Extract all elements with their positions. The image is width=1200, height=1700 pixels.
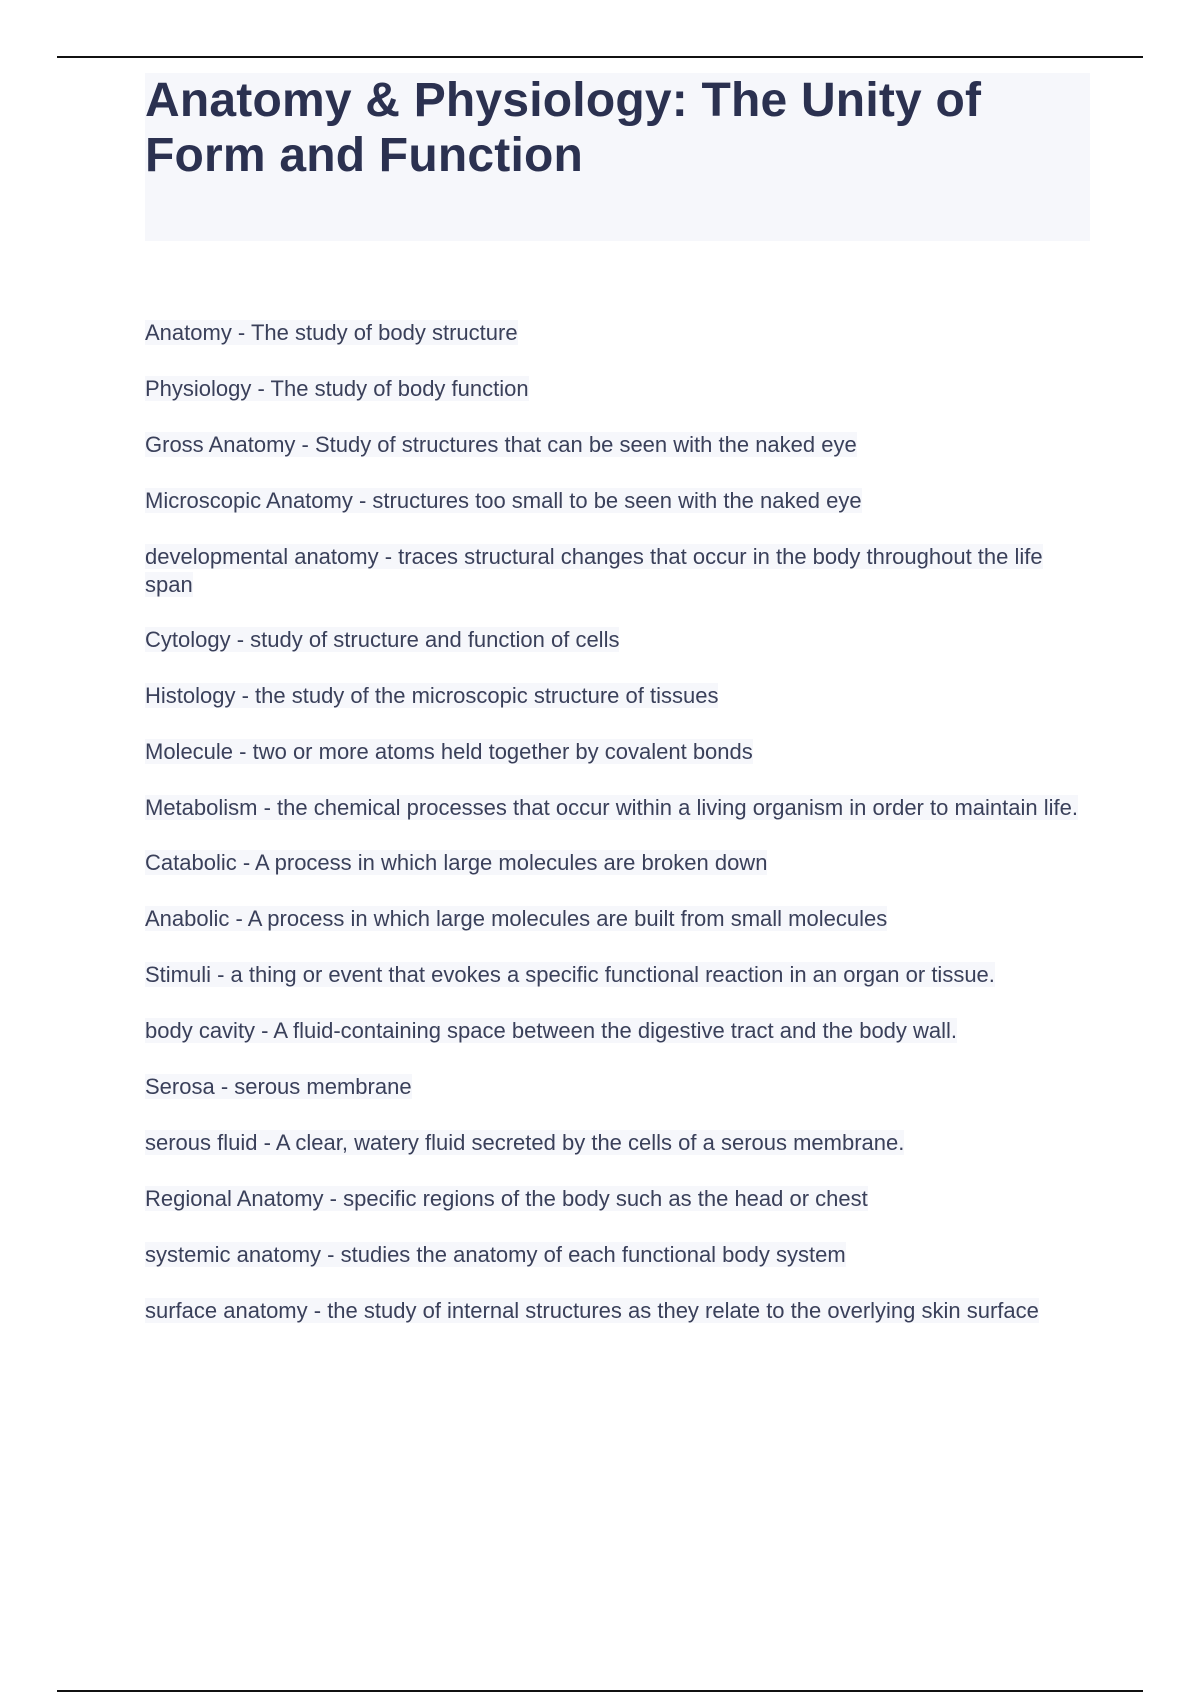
list-item — [145, 1241, 1090, 1269]
list-item — [145, 319, 1090, 347]
list-item — [145, 794, 1090, 822]
term-text: Cytology - study of structure and function of cells — [145, 627, 620, 652]
term-text: Microscopic Anatomy - structures too small to be seen with the naked eye — [145, 488, 862, 513]
page-title: Anatomy & Physiology: The Unity of Form and Function — [145, 74, 982, 182]
list-item — [145, 487, 1090, 515]
list-item — [145, 1185, 1090, 1213]
term-text: Physiology - The study of body function — [145, 376, 529, 401]
term-text: Stimuli - a thing or event that evokes a specific functional reaction in an organ or tissue. — [145, 962, 995, 987]
list-item — [145, 543, 1090, 599]
term-text: Catabolic - A process in which large molecules are broken down — [145, 850, 768, 875]
term-text: Molecule - two or more atoms held together by covalent bonds — [145, 739, 753, 764]
term-text: developmental anatomy - traces structural changes that occur in the body throughout the life span — [145, 544, 1043, 597]
list-item — [145, 682, 1090, 710]
list-item — [145, 849, 1090, 877]
term-text: serous fluid - A clear, watery fluid secreted by the cells of a serous membrane. — [145, 1130, 905, 1155]
title-block — [145, 73, 1090, 241]
term-text: body cavity - A fluid-containing space between the digestive tract and the body wall. — [145, 1018, 958, 1043]
bottom-divider — [57, 1690, 1143, 1692]
term-text: Serosa - serous membrane — [145, 1074, 412, 1099]
list-item — [145, 905, 1090, 933]
list-item — [145, 1297, 1090, 1325]
list-item — [145, 961, 1090, 989]
term-text: Anabolic - A process in which large molecules are built from small molecules — [145, 906, 888, 931]
term-text: Regional Anatomy - specific regions of the body such as the head or chest — [145, 1186, 868, 1211]
term-text: Histology - the study of the microscopic structure of tissues — [145, 683, 719, 708]
list-item — [145, 431, 1090, 459]
term-list — [145, 319, 1090, 1352]
list-item — [145, 626, 1090, 654]
term-text: Metabolism - the chemical processes that occur within a living organism in order to maintain life. — [145, 795, 1078, 820]
term-text: Gross Anatomy - Study of structures that can be seen with the naked eye — [145, 432, 857, 457]
term-text: systemic anatomy - studies the anatomy of each functional body system — [145, 1242, 846, 1267]
list-item — [145, 375, 1090, 403]
list-item — [145, 738, 1090, 766]
top-divider — [57, 56, 1143, 58]
term-text: Anatomy - The study of body structure — [145, 320, 518, 345]
list-item — [145, 1073, 1090, 1101]
term-text: surface anatomy - the study of internal structures as they relate to the overlying skin surface — [145, 1298, 1039, 1323]
list-item — [145, 1017, 1090, 1045]
list-item — [145, 1129, 1090, 1157]
